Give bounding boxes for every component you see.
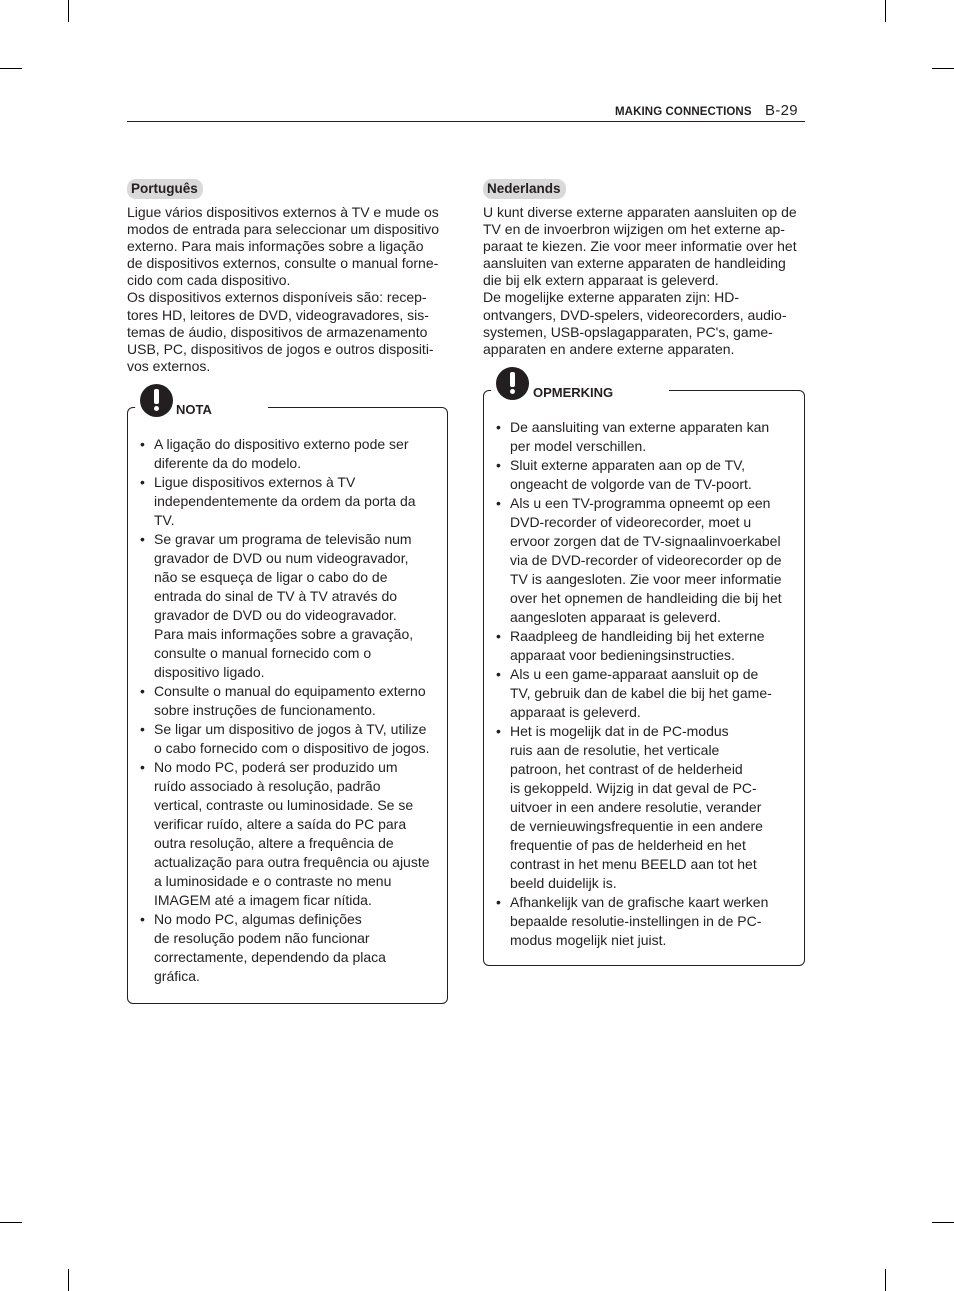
- crop-mark: [932, 68, 954, 69]
- list-item: • Afhankelijk van de grafische kaart werken bepaalde resolutie-instellingen in de PC- modus mogelijk niet juist.: [495, 893, 800, 950]
- crop-mark: [932, 1222, 954, 1223]
- list-item: • Ligue dispositivos externos à TV independentemente da ordem da porta da TV.: [139, 473, 443, 530]
- note-list-dutch: [495, 418, 800, 950]
- note-title-dutch: OPMERKING: [530, 385, 669, 401]
- crop-mark: [0, 68, 22, 69]
- list-item: • A ligação do dispositivo externo pode ser diferente da do modelo.: [139, 435, 443, 473]
- note-box-portuguese: [127, 402, 448, 1004]
- list-item: • Se gravar um programa de televisão num gravador de DVD ou num videogravador, não se esqueça de ligar o cabo do de entrada do sinal de TV à TV através do gravador de DVD ou do videogravador. Para mais informações sobre a gravação, consulte o manual fornecido com o dispositivo ligado.: [139, 530, 443, 682]
- dutch-section: [483, 179, 805, 358]
- list-item: • Als u een TV-programma opneemt op een DVD-recorder of videorecorder, moet u ervoor zorgen dat de TV-signaalinvoerkabel via de DVD-recorder of videorecorder op de TV is aangesloten. Zie voor meer informatie over het opnemen de handleiding die bij het aangesloten apparaat is geleverd.: [495, 494, 800, 627]
- running-header-section: MAKING CONNECTIONS: [615, 106, 752, 118]
- language-badge-dutch: Nederlands: [483, 179, 566, 199]
- portuguese-section: [127, 179, 449, 375]
- crop-mark: [885, 1269, 886, 1291]
- list-item: • Se ligar um dispositivo de jogos à TV, utilize o cabo fornecido com o dispositivo de jogos.: [139, 720, 443, 758]
- note-title-portuguese: NOTA: [173, 402, 268, 418]
- crop-mark: [68, 0, 69, 22]
- list-item: • Als u een game-apparaat aansluit op de TV, gebruik dan de kabel die bij het game- apparaat is geleverd.: [495, 665, 800, 722]
- intro-paragraph-portuguese: Ligue vários dispositivos externos à TV e mude os modos de entrada para seleccionar um dispositivo externo. Para mais informações sobre a ligação de dispositivos externos, consulte o manual forne- cido com cada dispositivo. Os dispositivos externos disponíveis são: recep- tores HD, leitores de DVD, videogravadores, sis- temas de áudio, dispositivos de armazenamento USB, PC, dispositivos de jogos e outros dispositi- vos externos.: [127, 204, 440, 374]
- list-item: • No modo PC, poderá ser produzido um ruído associado à resolução, padrão vertical, contraste ou luminosidade. Se se verificar ruído, altere a saída do PC para outra resolução, altere a frequência de actualização para outra frequência ou ajuste a luminosidade e o contraste no menu IMAGEM até a imagem ficar nítida.: [139, 758, 443, 910]
- list-item: • Het is mogelijk dat in de PC-modus ruis aan de resolutie, het verticale patroon, het contrast of de helderheid is gekoppeld. Wijzig in dat geval de PC- uitvoer in een andere resolutie, verander de vernieuwingsfrequentie in een andere frequentie of pas de helderheid en het contrast in het menu BEELD aan tot het beeld duidelijk is.: [495, 722, 800, 893]
- note-box-dutch: [483, 385, 805, 966]
- list-item: • No modo PC, algumas definições de resolução podem não funcionar correctamente, dependendo da placa gráfica.: [139, 910, 443, 986]
- exclamation-icon: [496, 367, 529, 400]
- crop-mark: [0, 1222, 22, 1223]
- list-item: • Sluit externe apparaten aan op de TV, ongeacht de volgorde van de TV-poort.: [495, 456, 800, 494]
- list-item: • De aansluiting van externe apparaten kan per model verschillen.: [495, 418, 800, 456]
- list-item: • Consulte o manual do equipamento externo sobre instruções de funcionamento.: [139, 682, 443, 720]
- crop-mark: [885, 0, 886, 22]
- header-rule: [127, 121, 805, 122]
- note-list-portuguese: [139, 435, 443, 986]
- language-badge-portuguese: Português: [127, 179, 203, 199]
- exclamation-icon: [140, 384, 173, 417]
- page-number: B-29: [765, 102, 798, 119]
- intro-paragraph-dutch: U kunt diverse externe apparaten aansluiten op de TV en de invoerbron wijzigen om het externe ap- paraat te kiezen. Zie voor meer informatie over het aansluiten van externe apparaten de handleiding die bij elk extern apparaat is geleverd. De mogelijke externe apparaten zijn: HD- ontvangers, DVD-spelers, videorecorders, audio- systemen, USB-opslagapparaten, PC's, game- apparaten en andere externe apparaten.: [483, 204, 797, 357]
- list-item: • Raadpleeg de handleiding bij het externe apparaat voor bedieningsinstructies.: [495, 627, 800, 665]
- crop-mark: [68, 1269, 69, 1291]
